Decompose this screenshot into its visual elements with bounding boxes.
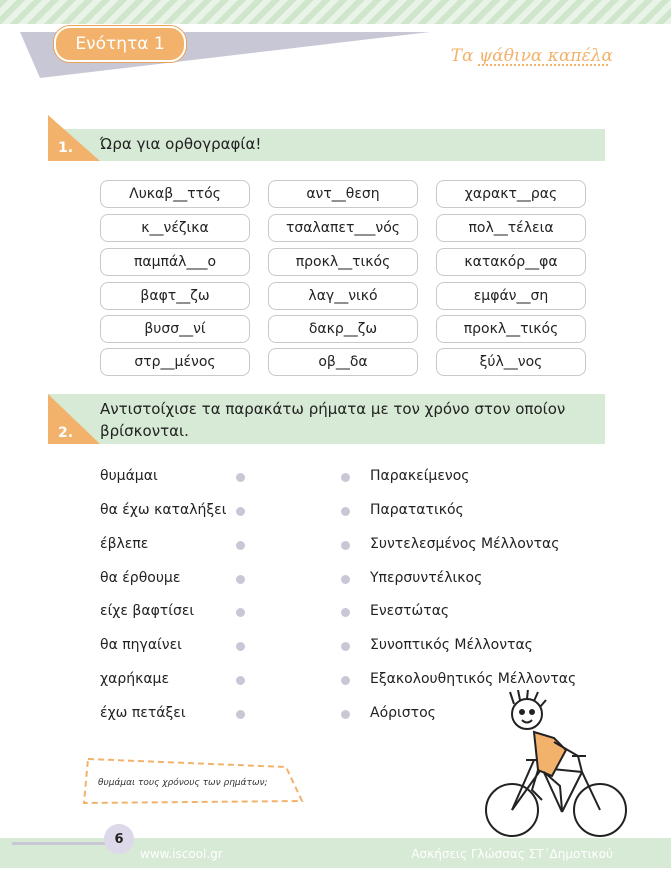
tense-item: Ενεστώτας (370, 603, 450, 619)
page-number: 6 (104, 824, 134, 854)
tense-item: Υπερσυντέλικος (370, 570, 483, 586)
verb-item: θα έχω καταλήξει (100, 502, 227, 518)
verb-match-dot[interactable] (236, 642, 245, 651)
tense-item: Παρατατικός (370, 502, 464, 518)
footer-website[interactable]: www.iscool.gr (140, 847, 223, 861)
word-box[interactable]: τσαλαπετ___νός (268, 214, 418, 242)
tip-note-text: θυμάμαι τους χρόνους των ρημάτων; (98, 778, 268, 788)
tense-item: Αόριστος (370, 705, 436, 721)
verb-match-dot[interactable] (236, 541, 245, 550)
tense-match-dot[interactable] (341, 507, 350, 516)
verb-item: θα έρθουμε (100, 570, 181, 586)
verb-match-dot[interactable] (236, 608, 245, 617)
tense-item: Παρακείμενος (370, 468, 470, 484)
tense-item: Συντελεσμένος Μέλλοντας (370, 536, 560, 552)
verb-match-dot[interactable] (236, 473, 245, 482)
word-box[interactable]: προκλ__τικός (436, 315, 586, 343)
verb-match-dot[interactable] (236, 676, 245, 685)
section2-number-badge (48, 394, 100, 444)
verb-item: έβλεπε (100, 536, 149, 552)
word-box[interactable]: πολ__τέλεια (436, 214, 586, 242)
verb-item: έχω πετάξει (100, 705, 186, 721)
tense-item: Εξακολουθητικός Μέλλοντας (370, 671, 577, 687)
tense-match-dot[interactable] (341, 642, 350, 651)
tense-match-dot[interactable] (341, 541, 350, 550)
lesson-title: Τα ψάθινα καπέλα (450, 46, 613, 66)
word-box[interactable]: κατακόρ__φα (436, 248, 586, 276)
unit-label: Ενότητα 1 (54, 26, 186, 62)
tense-match-dot[interactable] (341, 710, 350, 719)
section2-number: 2. (58, 425, 74, 441)
footer-accent-line (12, 842, 112, 845)
title-underline (478, 64, 608, 66)
word-box[interactable]: αντ__θεση (268, 180, 418, 208)
word-box[interactable]: Λυκαβ__ττός (100, 180, 250, 208)
tense-match-dot[interactable] (341, 575, 350, 584)
verb-item: θα πηγαίνει (100, 637, 182, 653)
section2-title: Αντιστοίχισε τα παρακάτω ρήματα με τον χρόνο στον οποίον βρίσκονται. (100, 400, 566, 440)
word-box[interactable]: στρ__μένος (100, 348, 250, 376)
word-box[interactable]: κ__νέζικα (100, 214, 250, 242)
verb-item: θυμάμαι (100, 468, 158, 484)
section1-number-badge (48, 115, 100, 161)
section1-number: 1. (58, 140, 74, 156)
tense-item: Συνοπτικός Μέλλοντας (370, 637, 533, 653)
verb-item: χαρήκαμε (100, 671, 170, 687)
verb-match-dot[interactable] (236, 575, 245, 584)
word-box[interactable]: χαρακτ__ρας (436, 180, 586, 208)
boy-on-bicycle-illustration (482, 690, 632, 840)
word-box[interactable]: βυσσ__νί (100, 315, 250, 343)
word-box[interactable]: ξύλ__νος (436, 348, 586, 376)
word-box[interactable]: οβ__δα (268, 348, 418, 376)
section1-title: Ώρα για ορθογραφία! (100, 135, 262, 153)
footer-book-title: Ασκήσεις Γλώσσας ΣΤ΄Δημοτικού (411, 847, 613, 861)
word-box[interactable]: βαφτ__ζω (100, 282, 250, 310)
word-box[interactable]: δακρ__ζω (268, 315, 418, 343)
word-box[interactable]: εμφάν__ση (436, 282, 586, 310)
verb-item: είχε βαφτίσει (100, 603, 195, 619)
word-box[interactable]: λαγ__νικό (268, 282, 418, 310)
tense-match-dot[interactable] (341, 473, 350, 482)
verb-match-dot[interactable] (236, 507, 245, 516)
word-box[interactable]: παμπάλ___ο (100, 248, 250, 276)
tense-match-dot[interactable] (341, 676, 350, 685)
word-box[interactable]: προκλ__τικός (268, 248, 418, 276)
verb-match-dot[interactable] (236, 710, 245, 719)
tense-match-dot[interactable] (341, 608, 350, 617)
